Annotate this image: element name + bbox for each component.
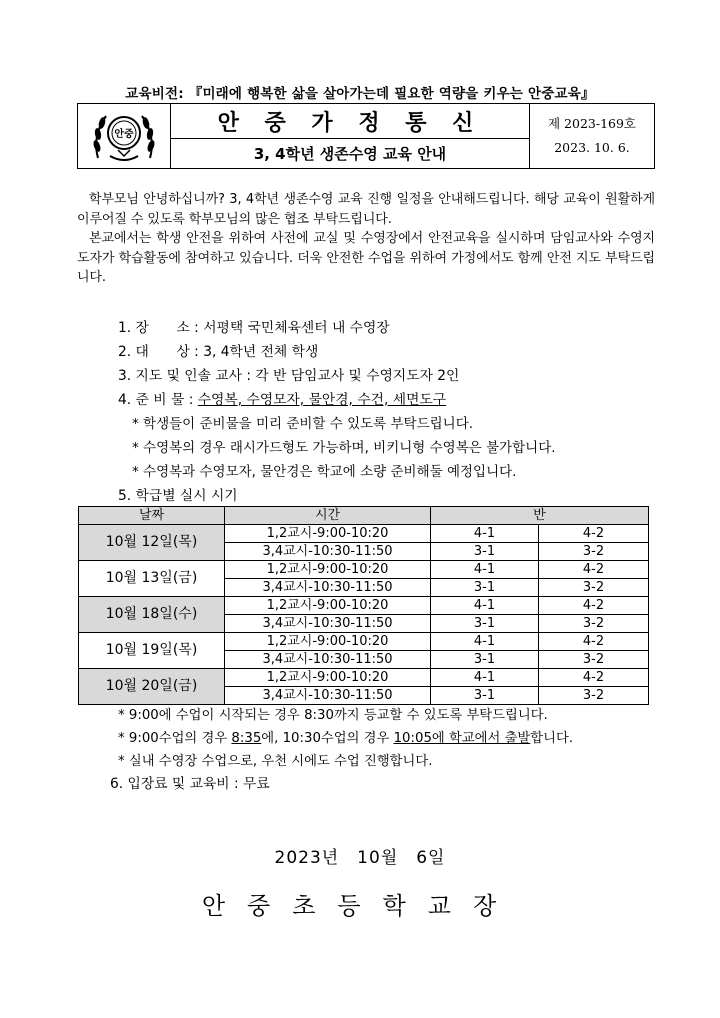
school-emblem-icon: [88, 106, 160, 166]
newsletter-subtitle: 3, 4학년 생존수영 교육 안내: [253, 145, 447, 163]
svg-text:안중: 안중: [114, 129, 134, 140]
time-cell: 1,2교시-9:00-10:20: [225, 561, 431, 579]
time-cell: 3,4교시-10:30-11:50: [225, 543, 431, 561]
note-text: 합니다.: [530, 731, 574, 746]
prep-note: * 수영복과 수영모자, 물안경은 학교에 소량 준비해둘 예정입니다.: [132, 464, 517, 480]
prep-label: 4. 준 비 물 :: [118, 392, 198, 408]
header-time: 시간: [225, 507, 431, 525]
time-cell: 3,4교시-10:30-11:50: [225, 579, 431, 597]
class-cell: 3-2: [539, 687, 649, 705]
table-row: [79, 525, 649, 543]
class-cell: 4-1: [431, 597, 539, 615]
class-cell: 4-2: [539, 561, 649, 579]
education-vision: 교육비전: 『미래에 행복한 삶을 살아가는데 필요한 역량을 키우는 안중교육』: [125, 86, 595, 102]
item-place: 1. 장 소 : 서평택 국민체육센터 내 수영장: [118, 320, 390, 336]
school-logo: [78, 104, 171, 168]
class-cell: 3-2: [539, 615, 649, 633]
principal-signature: 안중초등학교장: [201, 892, 519, 920]
time-cell: 3,4교시-10:30-11:50: [225, 615, 431, 633]
schedule-note: * 실내 수영장 수업으로, 우천 시에도 수업 진행합니다.: [118, 754, 433, 769]
class-cell: 3-2: [539, 651, 649, 669]
class-cell: 4-1: [431, 633, 539, 651]
class-cell: 3-1: [431, 543, 539, 561]
table-row: [79, 597, 649, 615]
intro-paragraph: 본교에서는 학생 안전을 위하여 사전에 교실 및 수영장에서 안전교육을 실시하며 담임교사와 수영지도자가 학습활동에 참여하고 있습니다. 더욱 안전한 수업을 위하여 가정에서도 함께 안전 지도 부탁드립니다.: [77, 231, 655, 285]
note-text: * 9:00수업의 경우: [118, 731, 232, 746]
newsletter-header: [77, 103, 655, 169]
schedule-note: * 9:00에 수업이 시작되는 경우 8:30까지 등교할 수 있도록 부탁드립니다.: [118, 708, 548, 723]
header-class: 반: [431, 507, 649, 525]
date-cell: 10월 13일(금): [79, 561, 225, 597]
signature-date: 2023년 10월 6일: [274, 848, 446, 868]
time-cell: 3,4교시-10:30-11:50: [225, 651, 431, 669]
table-row: [79, 633, 649, 651]
time-cell: 1,2교시-9:00-10:20: [225, 633, 431, 651]
newsletter-title: 안 중 가 정 통 신: [171, 104, 529, 139]
class-cell: 3-1: [431, 615, 539, 633]
class-cell: 4-2: [539, 633, 649, 651]
class-cell: 4-2: [539, 669, 649, 687]
note-text: 에, 10:30수업의 경우: [261, 731, 394, 746]
class-cell: 4-1: [431, 669, 539, 687]
item-preparation: [118, 388, 556, 412]
class-cell: 4-1: [431, 525, 539, 543]
time-cell: 1,2교시-9:00-10:20: [225, 525, 431, 543]
class-cell: 4-2: [539, 525, 649, 543]
intro-paragraph: 학부모님 안녕하십니까? 3, 4학년 생존수영 교육 진행 일정을 안내해드립니다. 해당 교육이 원활하게 이루어질 수 있도록 학부모님의 많은 협조 부탁드립니다.: [77, 192, 655, 227]
table-header-row: [79, 507, 649, 525]
date-cell: 10월 12일(목): [79, 525, 225, 561]
time-cell: 1,2교시-9:00-10:20: [225, 669, 431, 687]
intro-text: [77, 190, 655, 288]
table-row: [79, 561, 649, 579]
info-list: [118, 316, 556, 508]
item-target: 2. 대 상 : 3, 4학년 전체 학생: [118, 344, 319, 360]
time-cell: 3,4교시-10:30-11:50: [225, 687, 431, 705]
class-cell: 3-2: [539, 579, 649, 597]
class-cell: 4-2: [539, 597, 649, 615]
prep-note: * 수영복의 경우 래시가드형도 가능하며, 비키니형 수영복은 불가합니다.: [132, 440, 556, 456]
schedule-table: [78, 506, 649, 705]
header-date: 날짜: [79, 507, 225, 525]
class-cell: 3-1: [431, 687, 539, 705]
table-row: [79, 669, 649, 687]
prep-items: 수영복, 수영모자, 물안경, 수건, 세면도구: [197, 392, 447, 408]
item-teachers: 3. 지도 및 인솔 교사 : 각 반 담임교사 및 수영지도자 2인: [118, 368, 460, 384]
schedule-title: 5. 학급별 실시 시기: [118, 488, 238, 504]
schedule-note: [118, 727, 573, 750]
class-cell: 3-1: [431, 579, 539, 597]
schedule-notes: [110, 704, 574, 796]
class-cell: 3-2: [539, 543, 649, 561]
prep-note: * 학생들이 준비물을 미리 준비할 수 있도록 부탁드립니다.: [132, 416, 474, 432]
note-text-underlined: 8:35: [231, 731, 262, 746]
time-cell: 1,2교시-9:00-10:20: [225, 597, 431, 615]
class-cell: 4-1: [431, 561, 539, 579]
date-cell: 10월 18일(수): [79, 597, 225, 633]
issue-number: 제 2023-169호: [547, 116, 637, 131]
note-text-underlined: 10:05에 학교에서 출발: [393, 731, 531, 746]
class-cell: 3-1: [431, 651, 539, 669]
date-cell: 10월 19일(목): [79, 633, 225, 669]
date-cell: 10월 20일(금): [79, 669, 225, 705]
item-fee: 6. 입장료 및 교육비 : 무료: [110, 776, 270, 792]
issue-date: 2023. 10. 6.: [554, 140, 630, 155]
